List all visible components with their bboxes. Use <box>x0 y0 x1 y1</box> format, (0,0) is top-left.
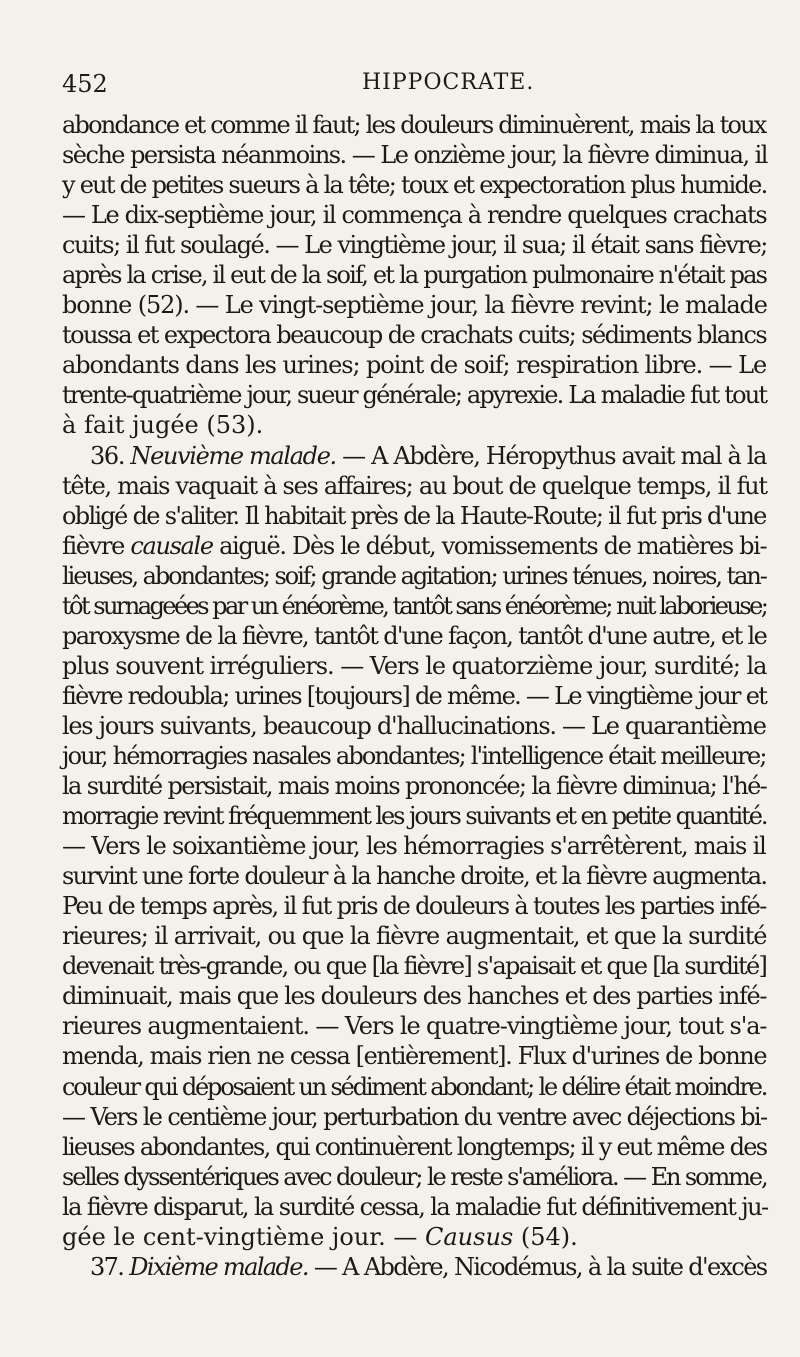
text-segment: trente-quatrième jour, sueur générale; apyrexie. La maladie fut tout <box>62 381 767 410</box>
text-line <box>62 380 766 410</box>
text-line <box>62 260 766 290</box>
text-line <box>62 441 766 471</box>
text-segment: les jours suivants, beaucoup d'hallucinations. — Le quarantième <box>62 711 766 740</box>
text-line <box>62 320 766 350</box>
running-title: HIPPOCRATE. <box>362 70 535 95</box>
text-segment: 36. <box>90 441 131 470</box>
text-segment: tôt surnageées par un énéorème, tantôt sans énéorème; nuit laborieuse; <box>62 591 767 620</box>
text-segment: plus souvent irréguliers. — Vers le quatorzième jour, surdité; la <box>62 651 767 680</box>
italic-text: Causus <box>425 1222 514 1251</box>
text-segment: — A Abdère, Nicodémus, à la suite d'excès <box>307 1252 767 1281</box>
text-line <box>62 921 766 951</box>
text-segment: paroxysme de la fièvre, tantôt d'une façon, tantôt d'une autre, et le <box>62 621 767 650</box>
text-line <box>62 290 766 320</box>
text-segment: 37. <box>90 1252 130 1281</box>
text-segment: cuits; il fut soulagé. — Le vingtième jour, il sua; il était sans fièvre; <box>62 231 767 260</box>
text-segment: diminuait, mais que les douleurs des hanches et des parties infé- <box>62 982 767 1011</box>
text-line <box>62 681 766 711</box>
text-segment: devenait très-grande, ou que [la fièvre] s'apaisait et que [la surdité] <box>62 952 767 981</box>
text-line <box>62 170 766 200</box>
text-segment: couleur qui déposaient un sédiment abondant; le délire était moindre. <box>62 1072 767 1101</box>
text-line <box>62 891 766 921</box>
text-line <box>62 1222 766 1252</box>
text-line <box>62 771 766 801</box>
italic-text: Neuvième malade. <box>130 441 336 470</box>
text-segment: Peu de temps après, il fut pris de douleurs à toutes les parties infé- <box>62 892 766 921</box>
text-line <box>62 471 766 501</box>
text-line <box>62 561 766 591</box>
text-line <box>62 1162 766 1192</box>
text-line <box>62 1072 766 1102</box>
text-segment: à fait jugée (53). <box>62 411 264 440</box>
text-line <box>62 1252 766 1282</box>
text-segment: toussa et expectora beaucoup de crachats cuits; sédiments blancs <box>62 321 767 350</box>
text-line <box>62 951 766 981</box>
text-segment: aiguë. Dès le début, vomissements de matières bi- <box>212 531 767 560</box>
text-segment: bonne (52). — Le vingt-septième jour, la fièvre revint; le malade <box>62 291 767 320</box>
text-line <box>62 651 766 681</box>
text-segment: survint une forte douleur à la hanche droite, et la fièvre augmenta. <box>62 862 767 891</box>
text-line <box>62 230 766 260</box>
text-line <box>62 981 766 1011</box>
text-line <box>62 1132 766 1162</box>
text-line <box>62 200 766 230</box>
page-number: 452 <box>62 70 108 98</box>
text-line <box>62 501 766 531</box>
text-segment: tête, mais vaquait à ses affaires; au bout de quelque temps, il fut <box>62 471 767 500</box>
text-segment: rieures augmentaient. — Vers le quatre-vingtième jour, tout s'a- <box>62 1012 767 1041</box>
italic-text: causale <box>130 531 213 560</box>
text-segment: la surdité persistait, mais moins prononcée; la fièvre diminua; l'hé- <box>62 772 767 801</box>
text-segment: menda, mais rien ne cessa [entièrement]. Flux d'urines de bonne <box>62 1042 767 1071</box>
text-segment: fièvre redoubla; urines [toujours] de même. — Le vingtième jour et <box>62 681 767 710</box>
text-line <box>62 1102 766 1132</box>
body-text <box>62 110 766 1282</box>
text-line <box>62 1011 766 1041</box>
text-segment: y eut de petites sueurs à la tête; toux et expectoration plus humide. <box>62 171 767 200</box>
text-line <box>62 531 766 561</box>
text-line <box>62 861 766 891</box>
text-line <box>62 741 766 771</box>
text-segment: — Vers le centième jour, perturbation du ventre avec déjections bi- <box>62 1102 767 1131</box>
text-segment: abondance et comme il faut; les douleurs diminuèrent, mais la toux <box>62 111 766 139</box>
text-line <box>62 350 766 380</box>
text-segment: sèche persista néanmoins. — Le onzième jour, la fièvre diminua, il <box>62 141 767 170</box>
text-line <box>62 621 766 651</box>
text-line <box>62 110 766 140</box>
text-segment: selles dyssentériques avec douleur; le reste s'améliora. — En somme, <box>62 1162 767 1191</box>
text-line <box>62 1192 766 1222</box>
text-segment: après la crise, il eut de la soif, et la purgation pulmonaire n'était pas <box>62 261 767 290</box>
text-segment: gée le cent-vingtième jour. — <box>62 1222 425 1251</box>
text-segment: — A Abdère, Héropythus avait mal à la <box>335 441 767 470</box>
text-segment: lieuses, abondantes; soif; grande agitation; urines ténues, noires, tan- <box>62 561 766 590</box>
text-segment: la fièvre disparut, la surdité cessa, la maladie fut définitivement ju- <box>62 1192 768 1221</box>
text-line <box>62 711 766 741</box>
page-header <box>62 70 738 100</box>
italic-text: Dixième malade. <box>129 1252 308 1281</box>
text-segment: (54). <box>513 1222 578 1251</box>
text-segment: lieuses abondantes, qui continuèrent longtemps; il y eut même des <box>62 1132 767 1161</box>
text-segment: morragie revint fréquemment les jours suivants et en petite quantité. <box>62 802 767 831</box>
text-segment: rieures; il arrivait, ou que la fièvre augmentait, et que la surdité <box>62 922 767 951</box>
text-segment: — Vers le soixantième jour, les hémorragies s'arrêtèrent, mais il <box>62 832 766 861</box>
text-line <box>62 1041 766 1071</box>
text-line <box>62 831 766 861</box>
text-segment: abondants dans les urines; point de soif; respiration libre. — Le <box>62 351 767 380</box>
text-segment: jour, hémorragies nasales abondantes; l'intelligence était meilleure; <box>62 741 766 770</box>
text-line <box>62 410 766 440</box>
text-segment: obligé de s'aliter. Il habitait près de la Haute-Route; il fut pris d'une <box>62 501 766 530</box>
text-line <box>62 801 766 831</box>
text-segment: — Le dix-septième jour, il commença à rendre quelques crachats <box>62 201 767 230</box>
text-segment: fièvre <box>62 531 131 560</box>
text-line <box>62 591 766 621</box>
text-line <box>62 140 766 170</box>
